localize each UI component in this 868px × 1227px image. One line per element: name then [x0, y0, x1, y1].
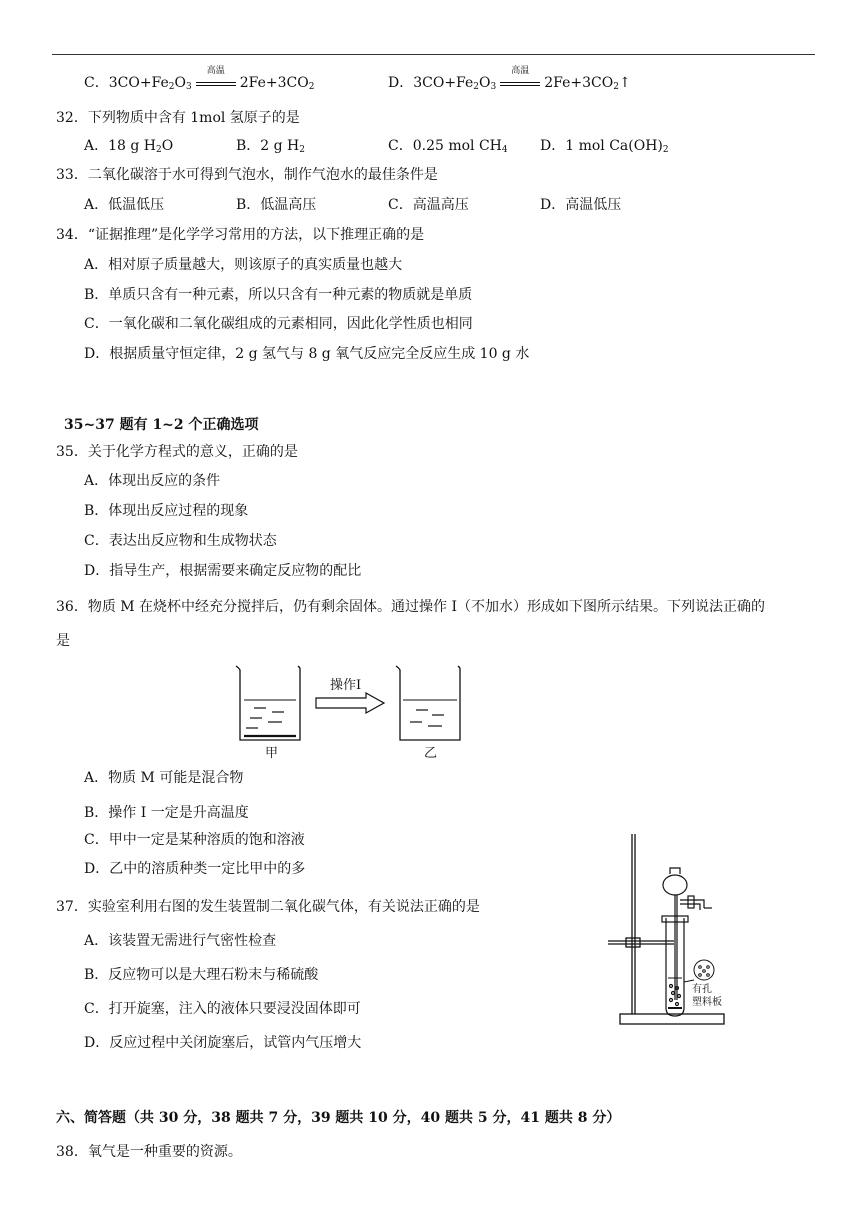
q37-option-c: C．打开旋塞，注入的液体只要浸没固体即可	[84, 1001, 361, 1017]
reaction-condition-arrow: 高温	[500, 74, 540, 92]
q32-option-d: D．1 mol $Ca(OH)_2$	[540, 138, 669, 155]
q36-stem: 36．物质 M 在烧杯中经充分搅拌后，仍有剩余固体。通过操作 I（不加水）形成如下图所示结果。下列说法正确的	[56, 599, 766, 615]
q36-option-c: C．甲中一定是某种溶质的饱和溶液	[84, 832, 305, 848]
q34-option-b: B．单质只含有一种元素，所以只含有一种元素的物质就是单质	[84, 287, 473, 303]
section6-title: 六、简答题（共 30 分，38 题共 7 分，39 题共 10 分，40 题共 5 分，41 题共 8 分）	[56, 1110, 621, 1126]
q36-option-a: A．物质 M 可能是混合物	[84, 770, 244, 786]
beaker-left-label: 甲	[265, 746, 279, 761]
q36-option-b: B．操作 I 一定是升高温度	[84, 805, 249, 821]
q37-stem: 37．实验室利用右图的发生装置制二氧化碳气体，有关说法正确的是	[56, 899, 480, 915]
q33-option-a: A．低温低压	[84, 197, 165, 213]
top-rule	[52, 54, 815, 55]
q35-option-a: A．体现出反应的条件	[84, 473, 221, 489]
plate-label-2: 塑料板	[692, 997, 722, 1008]
q32-option-a: A．18 g $H_2O$	[84, 138, 174, 155]
stopcock-icon	[680, 896, 712, 910]
perforated-plate-icon	[684, 960, 714, 982]
q34-option-a: A．相对原子质量越大，则该原子的真实质量也越大	[84, 257, 403, 273]
q35-stem: 35．关于化学方程式的意义，正确的是	[56, 444, 298, 460]
q34-option-c: C．一氧化碳和二氧化碳组成的元素相同，因此化学性质也相同	[84, 316, 473, 332]
beaker-left-icon	[236, 666, 300, 740]
q32-stem: 32．下列物质中含有 1mol 氢原子的是	[56, 110, 300, 126]
plate-label-1: 有孔	[692, 984, 712, 995]
q37-option-a: A．该装置无需进行气密性检查	[84, 933, 277, 949]
q37-option-b: B．反应物可以是大理石粉末与稀硫酸	[84, 967, 319, 983]
q33-option-c: C．高温高压	[388, 197, 469, 213]
q35-option-b: B．体现出反应过程的现象	[84, 503, 249, 519]
q35-option-d: D．指导生产，根据需要来确定反应物的配比	[84, 563, 362, 579]
q32-option-b: B．2 g $H_2$	[236, 138, 306, 155]
q35-option-c: C．表达出反应物和生成物状态	[84, 533, 277, 549]
reaction-condition-arrow: 高温	[196, 74, 236, 92]
operation-arrow-icon	[316, 693, 384, 713]
q32-option-c: C．0.25 mol $CH_4$	[388, 138, 508, 155]
q37-option-d: D．反应过程中关闭旋塞后，试管内气压增大	[84, 1035, 362, 1051]
q34-option-d: D．根据质量守恒定律，2 g 氢气与 8 g 氧气反应完全反应生成 10 g 水	[84, 346, 530, 362]
q31-option-d: D．$3CO+Fe_2O_3$ 高温 $2Fe+3CO_2↑$	[388, 66, 631, 92]
apparatus-figure	[604, 830, 744, 1030]
q33-option-d: D．高温低压	[540, 197, 622, 213]
q31-option-c: C．$3CO+Fe_2O_3$ 高温 $2Fe+3CO_2$	[84, 66, 315, 92]
q38-stem: 38．氧气是一种重要的资源。	[56, 1144, 242, 1160]
q33-stem: 33．二氧化碳溶于水可得到气泡水，制作气泡水的最佳条件是	[56, 167, 438, 183]
q36-stem-cont: 是	[56, 633, 70, 649]
beaker-right-icon	[396, 666, 460, 740]
q36-option-d: D．乙中的溶质种类一定比甲中的多	[84, 861, 306, 877]
q33-option-b: B．低温高压	[236, 197, 317, 213]
section-note: 35~37 题有 1~2 个正确选项	[64, 417, 259, 433]
beaker-right-label: 乙	[424, 746, 438, 761]
q34-stem: 34．“证据推理”是化学学习常用的方法，以下推理正确的是	[56, 227, 425, 243]
operation-label: 操作I	[330, 678, 362, 693]
